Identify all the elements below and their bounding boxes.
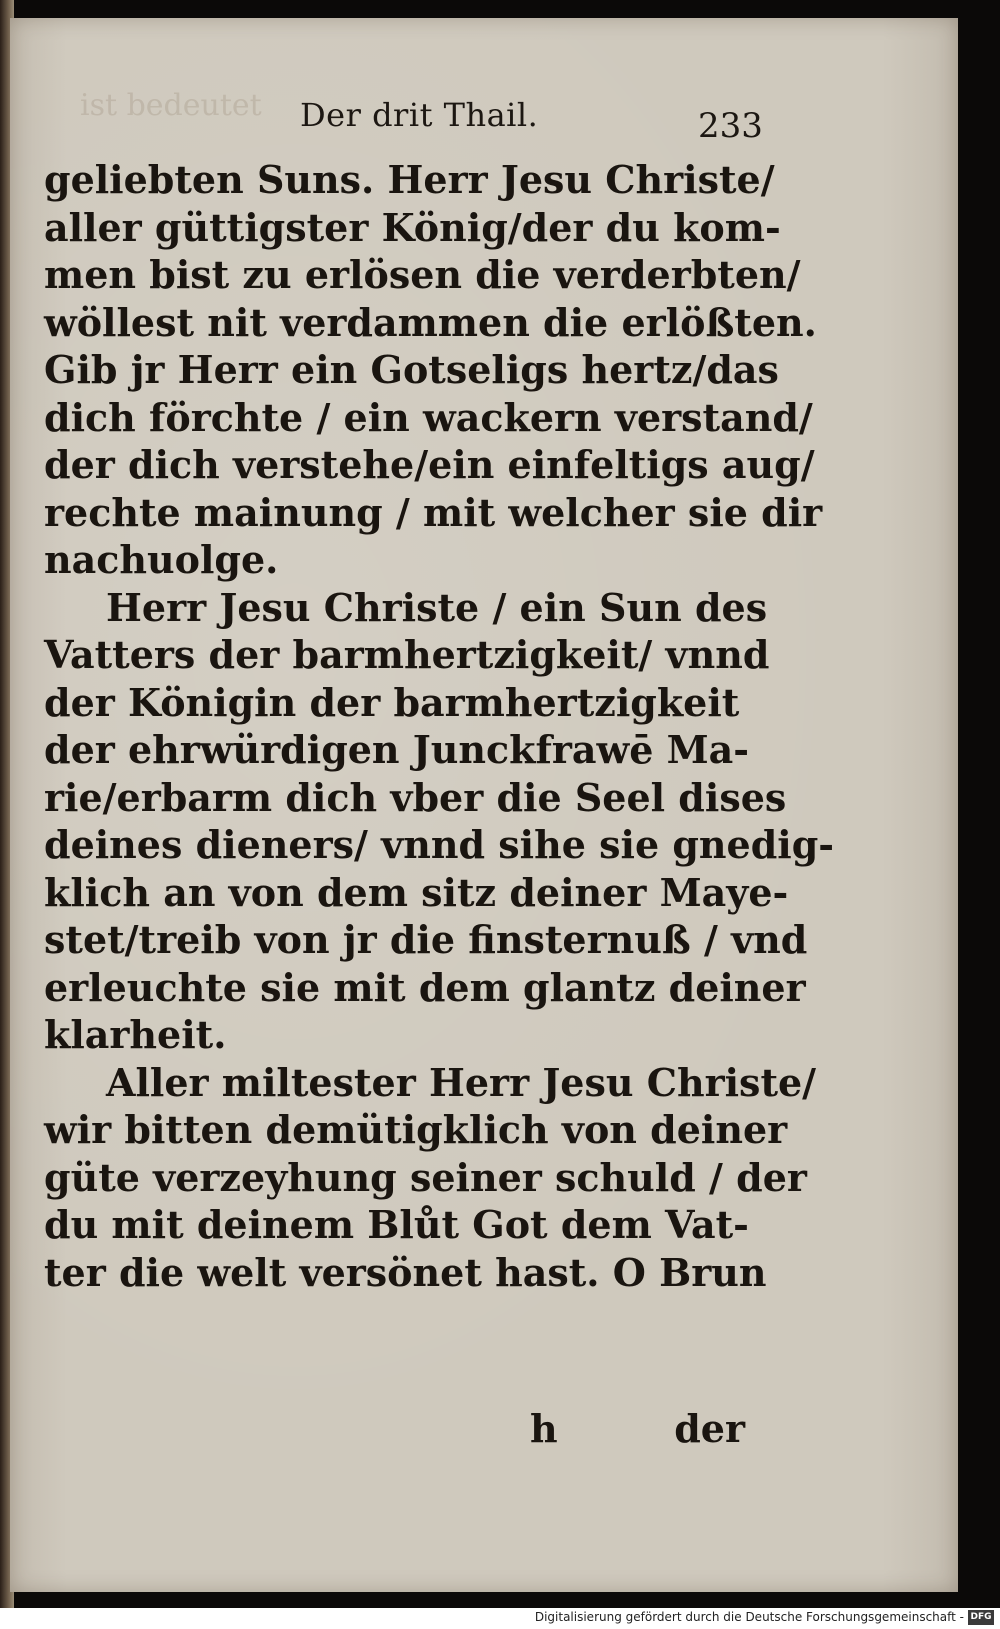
text-line: Gib jr Herr ein Gotseligs hertz/das — [44, 347, 779, 392]
text-line: der ehrwürdigen Junckfrawē Ma- — [44, 727, 750, 772]
text-line: du mit deinem Blůt Got dem Vat- — [44, 1202, 749, 1247]
dfg-logo: DFG — [968, 1610, 994, 1625]
catchword: der — [674, 1406, 745, 1451]
page-number: 233 — [698, 106, 763, 146]
text-line: Aller miltester Herr Jesu Christe/ — [106, 1059, 817, 1105]
text-line: rie/erbarm dich vber die Seel dises — [44, 774, 787, 820]
text-line: stet/treib von jr die finsternuß / vnd — [44, 917, 808, 962]
funding-credit: Digitalisierung gefördert durch die Deutsche Forschungsgemeinschaft - — [534, 1610, 964, 1624]
text-line: der Königin der barmhertzigkeit — [44, 679, 740, 725]
text-line: deines dieners/ vnnd sihe sie gnedig- — [44, 822, 835, 867]
text-line: erleuchte sie mit dem glantz deiner — [44, 964, 806, 1010]
body-text — [44, 156, 835, 1296]
text-line: dich förchte / ein wackern verstand/ — [44, 394, 813, 440]
text-line: men bist zu erlösen die verderbten/ — [44, 252, 801, 297]
text-line: ter die welt versönet hast. O Brun — [44, 1249, 767, 1295]
text-line: klich an von dem sitz deiner Maye- — [44, 869, 789, 915]
book-page — [10, 18, 958, 1592]
text-line: Vatters der barmhertzigkeit/ vnnd — [44, 632, 770, 677]
text-line: rechte mainung / mit welcher sie dir — [44, 489, 823, 535]
text-line: der dich verstehe/ein einfeltigs aug/ — [44, 442, 815, 487]
text-line: nachuolge. — [44, 537, 279, 582]
text-line: Herr Jesu Christe / ein Sun des — [106, 584, 768, 630]
footer-bar — [0, 1608, 1000, 1629]
signature-mark: h — [530, 1406, 558, 1451]
text-line: güte verzeyhung seiner schuld / der — [44, 1154, 807, 1200]
bleed-through-text: ist bedeutet — [80, 88, 262, 123]
running-title: Der drit Thail. — [300, 96, 539, 134]
text-line: geliebten Suns. Herr Jesu Christe/ — [44, 157, 775, 202]
text-line: wir bitten demütigklich von deiner — [44, 1107, 788, 1152]
text-line: wöllest nit verdammen die erlößten. — [44, 299, 817, 345]
text-line: klarheit. — [44, 1012, 227, 1057]
text-line: aller güttigster König/der du kom- — [44, 204, 781, 250]
